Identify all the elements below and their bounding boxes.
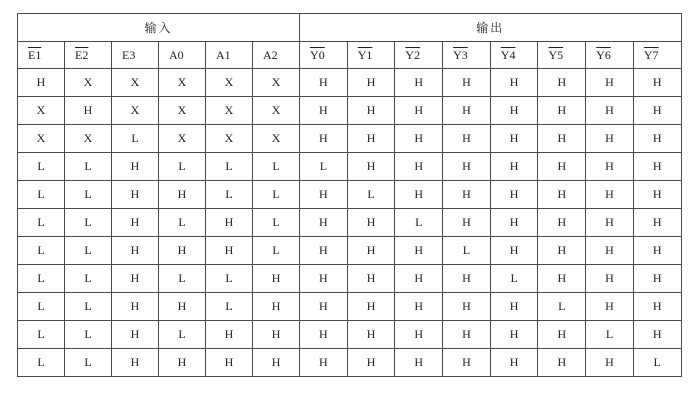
table-cell: H bbox=[633, 265, 681, 293]
column-header-y1 bbox=[347, 42, 395, 69]
table-cell: H bbox=[206, 321, 253, 349]
table-cell: L bbox=[206, 181, 253, 209]
table-cell: H bbox=[300, 321, 348, 349]
table-cell: H bbox=[586, 97, 634, 125]
column-header-e2 bbox=[65, 42, 112, 69]
table-cell: H bbox=[300, 181, 348, 209]
table-cell: H bbox=[633, 321, 681, 349]
table-cell: H bbox=[253, 321, 300, 349]
table-cell: H bbox=[253, 265, 300, 293]
table-cell: H bbox=[395, 125, 443, 153]
table-cell: L bbox=[395, 209, 443, 237]
table-cell: H bbox=[112, 265, 159, 293]
table-cell: L bbox=[65, 265, 112, 293]
table-cell: H bbox=[538, 69, 586, 97]
table-body bbox=[18, 69, 682, 377]
table-cell: H bbox=[112, 209, 159, 237]
table-cell: L bbox=[18, 237, 65, 265]
table-cell: H bbox=[300, 209, 348, 237]
table-cell: L bbox=[159, 321, 206, 349]
table-cell: H bbox=[300, 97, 348, 125]
table-cell: H bbox=[633, 125, 681, 153]
table-cell: H bbox=[443, 69, 491, 97]
column-label: E2 bbox=[75, 47, 89, 62]
table-cell: H bbox=[18, 69, 65, 97]
table-cell: H bbox=[347, 97, 395, 125]
table-cell: X bbox=[159, 125, 206, 153]
table-cell: H bbox=[633, 153, 681, 181]
column-label: E3 bbox=[122, 47, 136, 62]
table-cell: H bbox=[633, 97, 681, 125]
table-cell: H bbox=[586, 69, 634, 97]
column-header-y4 bbox=[490, 42, 538, 69]
table-cell: L bbox=[112, 125, 159, 153]
table-cell: H bbox=[443, 265, 491, 293]
table-cell: L bbox=[18, 153, 65, 181]
table-cell: L bbox=[633, 349, 681, 377]
table-cell: H bbox=[347, 265, 395, 293]
table-cell: L bbox=[159, 153, 206, 181]
table-row bbox=[18, 293, 682, 321]
table-cell: H bbox=[538, 209, 586, 237]
column-header-a1 bbox=[206, 42, 253, 69]
table-cell: H bbox=[443, 181, 491, 209]
table-cell: X bbox=[206, 69, 253, 97]
table-cell: H bbox=[633, 69, 681, 97]
column-header-y5 bbox=[538, 42, 586, 69]
table-cell: H bbox=[443, 97, 491, 125]
table-cell: H bbox=[586, 153, 634, 181]
table-cell: H bbox=[206, 209, 253, 237]
table-cell: H bbox=[159, 181, 206, 209]
table-cell: X bbox=[65, 69, 112, 97]
table-cell: L bbox=[490, 265, 538, 293]
table-cell: L bbox=[586, 321, 634, 349]
table-cell: H bbox=[443, 349, 491, 377]
column-label: A1 bbox=[216, 47, 231, 62]
table-cell: H bbox=[159, 293, 206, 321]
table-cell: L bbox=[65, 181, 112, 209]
column-label: Y4 bbox=[500, 47, 516, 62]
table-cell: H bbox=[490, 153, 538, 181]
table-row bbox=[18, 153, 682, 181]
table-cell: H bbox=[443, 125, 491, 153]
table-cell: H bbox=[395, 181, 443, 209]
table-row bbox=[18, 125, 682, 153]
table-cell: H bbox=[538, 265, 586, 293]
table-cell: H bbox=[443, 321, 491, 349]
table-cell: L bbox=[65, 209, 112, 237]
table-cell: L bbox=[253, 153, 300, 181]
table-cell: H bbox=[112, 349, 159, 377]
column-header-y0 bbox=[300, 42, 348, 69]
table-cell: X bbox=[18, 125, 65, 153]
table-cell: L bbox=[206, 293, 253, 321]
table-cell: L bbox=[159, 265, 206, 293]
column-header-y7 bbox=[633, 42, 681, 69]
column-label: Y2 bbox=[405, 47, 421, 62]
column-header-a2 bbox=[253, 42, 300, 69]
column-label: Y3 bbox=[453, 47, 468, 62]
table-cell: H bbox=[395, 97, 443, 125]
table-cell: H bbox=[159, 237, 206, 265]
table-cell: H bbox=[443, 293, 491, 321]
table-cell: H bbox=[395, 293, 443, 321]
table-cell: H bbox=[490, 209, 538, 237]
table-cell: H bbox=[490, 125, 538, 153]
table-row bbox=[18, 237, 682, 265]
table-cell: H bbox=[300, 349, 348, 377]
table-cell: H bbox=[538, 237, 586, 265]
table-cell: H bbox=[633, 293, 681, 321]
table-cell: X bbox=[112, 69, 159, 97]
table-cell: H bbox=[490, 237, 538, 265]
table-cell: X bbox=[112, 97, 159, 125]
table-cell: H bbox=[112, 293, 159, 321]
table-cell: X bbox=[18, 97, 65, 125]
table-cell: L bbox=[206, 265, 253, 293]
group-header-row bbox=[18, 14, 682, 42]
table-cell: L bbox=[18, 181, 65, 209]
column-label: A0 bbox=[169, 47, 184, 62]
table-cell: H bbox=[347, 209, 395, 237]
table-cell: H bbox=[633, 237, 681, 265]
table-cell: H bbox=[347, 125, 395, 153]
table-cell: H bbox=[300, 125, 348, 153]
table-cell: H bbox=[586, 209, 634, 237]
table-cell: H bbox=[159, 349, 206, 377]
table-cell: X bbox=[65, 125, 112, 153]
table-cell: H bbox=[395, 237, 443, 265]
input-group-header: 输入 bbox=[18, 14, 300, 42]
table-cell: H bbox=[395, 321, 443, 349]
table-cell: H bbox=[347, 321, 395, 349]
table-cell: L bbox=[206, 153, 253, 181]
table-row bbox=[18, 181, 682, 209]
table-cell: L bbox=[65, 293, 112, 321]
table-cell: L bbox=[18, 293, 65, 321]
table-cell: L bbox=[253, 237, 300, 265]
table-cell: L bbox=[65, 153, 112, 181]
column-header-y3 bbox=[443, 42, 491, 69]
output-group-header: 输出 bbox=[300, 14, 682, 42]
column-header-e3 bbox=[112, 42, 159, 69]
column-header-a0 bbox=[159, 42, 206, 69]
table-cell: H bbox=[300, 69, 348, 97]
table-cell: H bbox=[347, 349, 395, 377]
table-row bbox=[18, 69, 682, 97]
table-cell: H bbox=[112, 181, 159, 209]
column-label: Y6 bbox=[596, 47, 611, 62]
column-label: Y1 bbox=[357, 47, 373, 62]
table-cell: H bbox=[300, 237, 348, 265]
table-cell: L bbox=[253, 209, 300, 237]
table-cell: L bbox=[65, 237, 112, 265]
table-cell: L bbox=[18, 209, 65, 237]
table-cell: L bbox=[347, 181, 395, 209]
table-cell: H bbox=[586, 237, 634, 265]
table-cell: H bbox=[538, 97, 586, 125]
table-row bbox=[18, 97, 682, 125]
table-cell: H bbox=[586, 349, 634, 377]
table-cell: H bbox=[490, 181, 538, 209]
table-cell: H bbox=[112, 153, 159, 181]
table-cell: X bbox=[206, 125, 253, 153]
table-cell: H bbox=[347, 237, 395, 265]
table-cell: X bbox=[206, 97, 253, 125]
table-cell: H bbox=[347, 153, 395, 181]
table-cell: H bbox=[586, 181, 634, 209]
table-row bbox=[18, 209, 682, 237]
table-cell: H bbox=[395, 69, 443, 97]
table-cell: H bbox=[347, 69, 395, 97]
truth-table bbox=[17, 13, 682, 377]
table-cell: H bbox=[586, 265, 634, 293]
table-cell: H bbox=[490, 69, 538, 97]
table-cell: L bbox=[65, 349, 112, 377]
table-cell: H bbox=[490, 321, 538, 349]
table-cell: H bbox=[490, 349, 538, 377]
table-cell: H bbox=[300, 293, 348, 321]
table-cell: H bbox=[65, 97, 112, 125]
table-cell: L bbox=[538, 293, 586, 321]
table-cell: H bbox=[586, 293, 634, 321]
table-cell: H bbox=[633, 209, 681, 237]
table-cell: X bbox=[159, 69, 206, 97]
table-cell: L bbox=[18, 349, 65, 377]
column-label: E1 bbox=[28, 47, 42, 62]
table-cell: H bbox=[586, 125, 634, 153]
table-cell: L bbox=[253, 181, 300, 209]
column-label: A2 bbox=[263, 47, 278, 62]
table-row bbox=[18, 321, 682, 349]
table-cell: H bbox=[395, 265, 443, 293]
column-header-y6 bbox=[586, 42, 634, 69]
table-cell: H bbox=[538, 349, 586, 377]
table-cell: X bbox=[253, 97, 300, 125]
table-row bbox=[18, 349, 682, 377]
table-cell: L bbox=[443, 237, 491, 265]
table-cell: H bbox=[206, 349, 253, 377]
table-cell: H bbox=[112, 237, 159, 265]
table-cell: H bbox=[395, 349, 443, 377]
table-cell: X bbox=[253, 69, 300, 97]
column-header-y2 bbox=[395, 42, 443, 69]
table-cell: H bbox=[538, 125, 586, 153]
column-label-row bbox=[18, 42, 682, 69]
table-cell: H bbox=[395, 153, 443, 181]
table-cell: H bbox=[538, 181, 586, 209]
table-cell: H bbox=[490, 293, 538, 321]
table-cell: H bbox=[253, 293, 300, 321]
table-cell: X bbox=[253, 125, 300, 153]
column-label: Y0 bbox=[310, 47, 325, 62]
table-cell: H bbox=[443, 209, 491, 237]
table-cell: H bbox=[538, 153, 586, 181]
column-header-e1 bbox=[18, 42, 65, 69]
table-cell: L bbox=[18, 321, 65, 349]
table-cell: X bbox=[159, 97, 206, 125]
table-cell: H bbox=[112, 321, 159, 349]
table-cell: L bbox=[65, 321, 112, 349]
table-cell: H bbox=[490, 97, 538, 125]
table-cell: H bbox=[443, 153, 491, 181]
column-label: Y5 bbox=[548, 47, 564, 62]
table-cell: H bbox=[538, 321, 586, 349]
table-cell: H bbox=[347, 293, 395, 321]
table-row bbox=[18, 265, 682, 293]
table-cell: L bbox=[300, 153, 348, 181]
table-cell: H bbox=[300, 265, 348, 293]
column-label: Y7 bbox=[643, 47, 659, 62]
table-cell: H bbox=[253, 349, 300, 377]
table-cell: L bbox=[18, 265, 65, 293]
table-cell: H bbox=[633, 181, 681, 209]
table-cell: L bbox=[159, 209, 206, 237]
table-cell: H bbox=[206, 237, 253, 265]
